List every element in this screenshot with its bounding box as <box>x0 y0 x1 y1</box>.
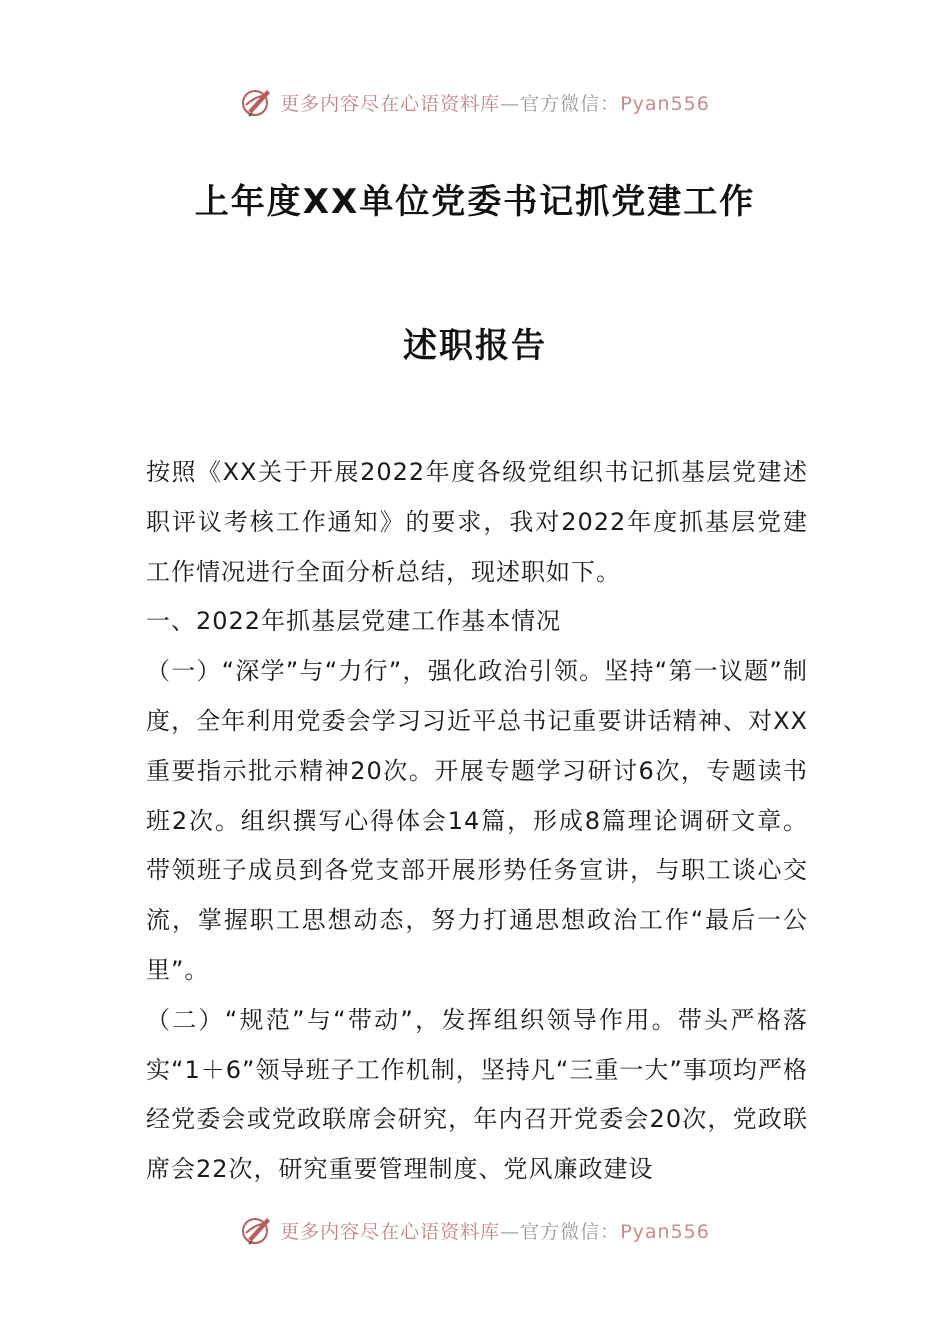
quill-logo-icon <box>240 85 274 119</box>
paragraph-section-1-2: （二）“规范”与“带动”，发挥组织领导作用。带头严格落实“1＋6”领导班子工作机制，坚持凡“三重一大”事项均严格经党委会或党政联席会研究，年内召开党委会20次，党政联席会22次，研究重要管理制度、党风廉政建设 <box>146 1005 808 1184</box>
watermark-dash: — <box>500 92 521 115</box>
watermark-wechat-label: 官方微信： <box>520 1220 621 1243</box>
watermark-site-text: 更多内容尽在心语资料库 <box>280 1220 501 1243</box>
watermark-footer <box>0 1210 950 1250</box>
watermark-site-text: 更多内容尽在心语资料库 <box>280 92 501 115</box>
quill-logo-icon <box>240 1213 274 1247</box>
document-title-line-2: 述职报告 <box>403 326 547 366</box>
paragraph-intro: 按照《XX关于开展2022年度各级党组织书记抓基层党建述职评议考核工作通知》的要求，我对2022年度抓基层党建工作情况进行全面分析总结，现述职如下。 <box>146 458 808 586</box>
watermark-wechat-label: 官方微信： <box>520 92 621 115</box>
watermark-header <box>0 82 950 122</box>
watermark-dash: — <box>500 1220 521 1243</box>
watermark-wechat-id: Pyan556 <box>620 1220 710 1243</box>
section-heading-1: 一、2022年抓基层党建工作基本情况 <box>146 607 562 636</box>
document-title-line-1: 上年度XX单位党委书记抓党建工作 <box>194 182 756 222</box>
paragraph-section-1-1: （一）“深学”与“力行”，强化政治引领。坚持“第一议题”制度，全年利用党委会学习习近平总书记重要讲话精神、对XX重要指示批示精神20次。开展专题学习研讨6次，专题读书班2次。组织撰写心得体会14篇，形成8篇理论调研文章。带领班子成员到各党支部开展形势任务宣讲，与职工谈心交流，掌握职工思想动态，努力打通思想政治工作“最后一公里”。 <box>146 657 808 984</box>
watermark-wechat-id: Pyan556 <box>620 92 710 115</box>
document-body <box>146 448 808 1195</box>
